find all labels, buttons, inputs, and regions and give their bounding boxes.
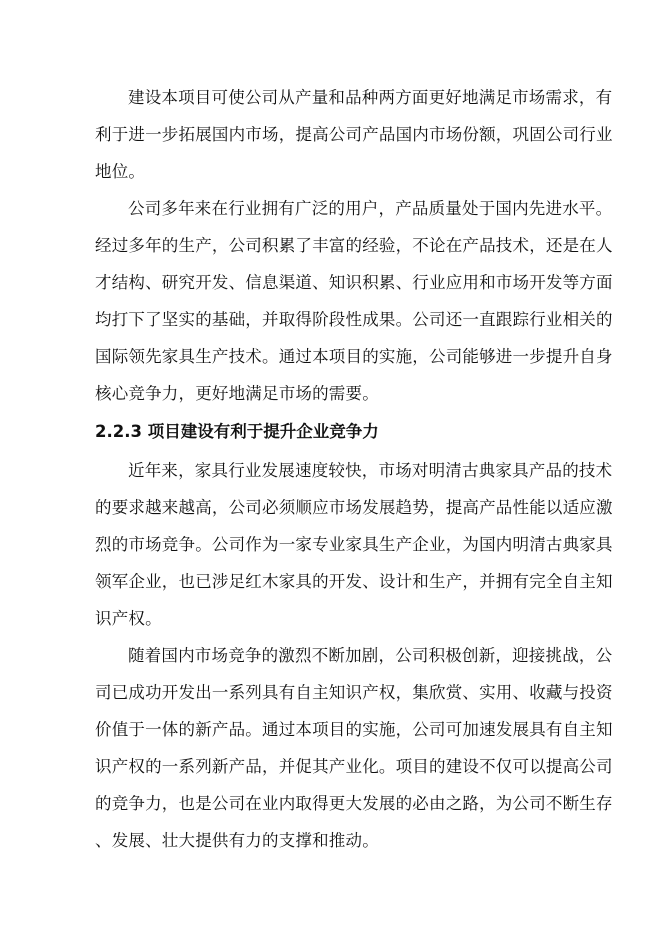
text-line: 利于进一步拓展国内市场，提高公司产品国内市场份额，巩固公司行业 (95, 125, 613, 144)
text-line: 领军企业，也已涉足红木家具的开发、设计和生产，并拥有完全自主知 (95, 572, 613, 591)
text-line: 随着国内市场竞争的激烈不断加剧，公司积极创新，迎接挑战，公 (128, 646, 613, 665)
text-line: 经过多年的生产，公司积累了丰富的经验，不论在产品技术，还是在人 (95, 236, 613, 255)
text-line: 价值于一体的新产品。通过本项目的实施，公司可加速发展具有自主知 (95, 720, 613, 739)
text-line: 的要求越来越高，公司必须顺应市场发展趋势，提高产品性能以适应激 (95, 498, 613, 517)
text-line: 识产权的一系列新产品，并促其产业化。项目的建设不仅可以提高公司 (95, 757, 613, 776)
text-line: 核心竞争力，更好地满足市场的需要。 (95, 384, 379, 403)
text-line: 司已成功开发出一系列具有自主知识产权，集欣赏、实用、收藏与投资 (95, 683, 613, 702)
text-line: 国际领先家具生产技术。通过本项目的实施，公司能够进一步提升自身 (95, 347, 613, 366)
text-line: 烈的市场竞争。公司作为一家专业家具生产企业，为国内明清古典家具 (95, 535, 613, 554)
text-line: 地位。 (95, 162, 146, 181)
text-line: 才结构、研究开发、信息渠道、知识积累、行业应用和市场开发等方面 (95, 273, 613, 292)
text-line: 公司多年来在行业拥有广泛的用户，产品质量处于国内先进水平。 (128, 199, 613, 218)
text-line: 、发展、壮大提供有力的支撑和推动。 (95, 831, 379, 850)
text-line: 建设本项目可使公司从产量和品种两方面更好地满足市场需求，有 (128, 88, 613, 107)
text-line: 的竞争力，也是公司在业内取得更大发展的必由之路，为公司不断生存 (95, 794, 613, 813)
section-heading: 2.2.3 项目建设有利于提升企业竞争力 (95, 422, 379, 441)
text-line: 均打下了坚实的基础，并取得阶段性成果。公司还一直跟踪行业相关的 (95, 310, 613, 329)
text-line: 近年来，家具行业发展速度较快，市场对明清古典家具产品的技术 (128, 461, 613, 480)
text-line: 识产权。 (95, 609, 162, 628)
